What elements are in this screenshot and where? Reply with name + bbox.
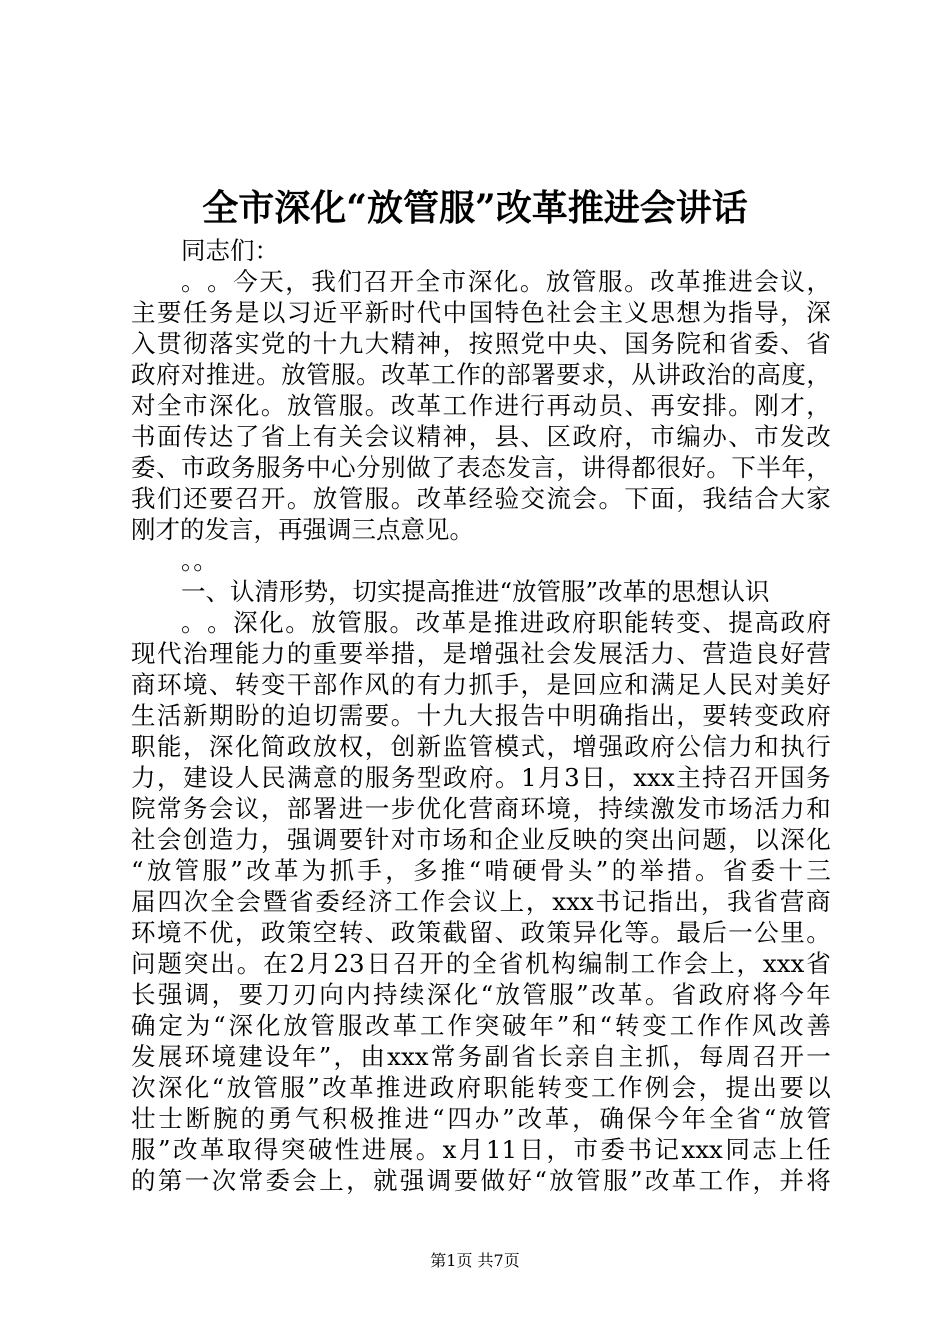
text-line: 入 贯 彻 落 实 党 的 十 九 大 精 神 ， 按 照 党 中 央 、 国 务 院 和 省 委 、 省 (131, 329, 831, 358)
text-line: 。 。 深 化 。 放 管 服 。 改 革 是 推 进 政 府 职 能 转 变 、 提 高 政 府 (181, 608, 831, 637)
text-line: 。。 (181, 546, 218, 575)
document-title: 全市深化“放管服”改革推进会讲话 (202, 187, 748, 229)
document-body (131, 235, 831, 1196)
text-line: 力 ， 建 设 人 民 满 意 的 服 务 型 政 府 。 1 月 3 日 ， xxx 主 持 召 开 国 务 (131, 763, 831, 792)
text-line: 我 们 还 要 召 开 。 放 管 服 。 改 革 经 验 交 流 会 。 下 面 ， 我 结 合 大 家 (131, 484, 831, 513)
text-line: 现 代 治 理 能 力 的 重 要 举 措 ， 是 增 强 社 会 发 展 活 力 、 营 造 良 好 营 (131, 639, 831, 668)
text-line: 同志们： (181, 236, 279, 265)
text-line: 壮 士 断 腕 的 勇 气 积 极 推 进 “ 四 办 ” 改 革 ， 确 保 今 年 全 省 “ 放 管 (131, 1104, 831, 1133)
text-line: 委 、 市 政 务 服 务 中 心 分 别 做 了 表 态 发 言 ， 讲 得 都 很 好 。 下 半 年 ， (131, 453, 831, 482)
text-line: 的 第 一 次 常 委 会 上 ， 就 强 调 要 做 好 “ 放 管 服 ” 改 革 工 作 ， 并 将 (131, 1166, 831, 1195)
text-line: 社 会 创 造 力 ， 强 调 要 针 对 市 场 和 企 业 反 映 的 突 出 问 题 ， 以 深 化 (131, 825, 831, 854)
text-line: 刚才的发言，再强调三点意见。 (131, 515, 474, 544)
text-line: 服 ” 改 革 取 得 突 破 性 进 展 。 x 月 11 日 ， 市 委 书 记 xxx 同 志 上 任 (131, 1135, 831, 1164)
text-line: “ 放 管 服 ” 改 革 为 抓 手 ， 多 推 “ 啃 硬 骨 头 ” 的 举 措 。 省 委 十 三 (131, 856, 831, 885)
text-line: 次 深 化 “ 放 管 服 ” 改 革 推 进 政 府 职 能 转 变 工 作 例 会 ， 提 出 要 以 (131, 1073, 831, 1102)
text-line: 商 环 境 、 转 变 干 部 作 风 的 有 力 抓 手 ， 是 回 应 和 满 足 人 民 对 美 好 (131, 670, 831, 699)
text-line: 问 题 突 出 。 在 2 月 23 日 召 开 的 全 省 机 构 编 制 工 作 会 上 ， xxx 省 (131, 949, 831, 978)
text-line: 。 。 今 天 ， 我 们 召 开 全 市 深 化 。 放 管 服 。 改 革 推 进 会 议 ， (181, 267, 831, 296)
text-line: 一、认清形势，切实提高推进“放管服”改革的思想认识 (181, 577, 770, 606)
text-line: 政 府 对 推 进 。 放 管 服 。 改 革 工 作 的 部 署 要 求 ， 从 讲 政 治 的 高 度 ， (131, 360, 831, 389)
text-line: 对 全 市 深 化 。 放 管 服 。 改 革 工 作 进 行 再 动 员 、 再 安 排 。 刚 才 ， (131, 391, 831, 420)
text-line: 院 常 务 会 议 ， 部 署 进 一 步 优 化 营 商 环 境 ， 持 续 激 发 市 场 活 力 和 (131, 794, 831, 823)
text-line: 主 要 任 务 是 以 习 近 平 新 时 代 中 国 特 色 社 会 主 义 思 想 为 指 导 ， 深 (131, 298, 831, 327)
text-line: 发 展 环 境 建 设 年 ” ， 由 xxx 常 务 副 省 长 亲 自 主 抓 ， 每 周 召 开 一 (131, 1042, 831, 1071)
text-line: 环 境 不 优 ， 政 策 空 转 、 政 策 截 留 、 政 策 异 化 等 。 最 后 一 公 里 。 (131, 918, 831, 947)
text-line: 职 能 ， 深 化 简 政 放 权 ， 创 新 监 管 模 式 ， 增 强 政 府 公 信 力 和 执 行 (131, 732, 831, 761)
text-line: 确 定 为 “ 深 化 放 管 服 改 革 工 作 突 破 年 ” 和 “ 转 变 工 作 作 风 改 善 (131, 1011, 831, 1040)
text-line: 长 强 调 ， 要 刀 刃 向 内 持 续 深 化 “ 放 管 服 ” 改 革 。 省 政 府 将 今 年 (131, 980, 831, 1009)
text-line: 届 四 次 全 会 暨 省 委 经 济 工 作 会 议 上 ， xxx 书 记 指 出 ， 我 省 营 商 (131, 887, 831, 916)
text-line: 生 活 新 期 盼 的 迫 切 需 要 。 十 九 大 报 告 中 明 确 指 出 ， 要 转 变 政 府 (131, 701, 831, 730)
page-footer: 第1页 共7页 (430, 1251, 520, 1270)
text-line: 书 面 传 达 了 省 上 有 关 会 议 精 神 ， 县 、 区 政 府 ， 市 编 办 、 市 发 改 (131, 422, 831, 451)
